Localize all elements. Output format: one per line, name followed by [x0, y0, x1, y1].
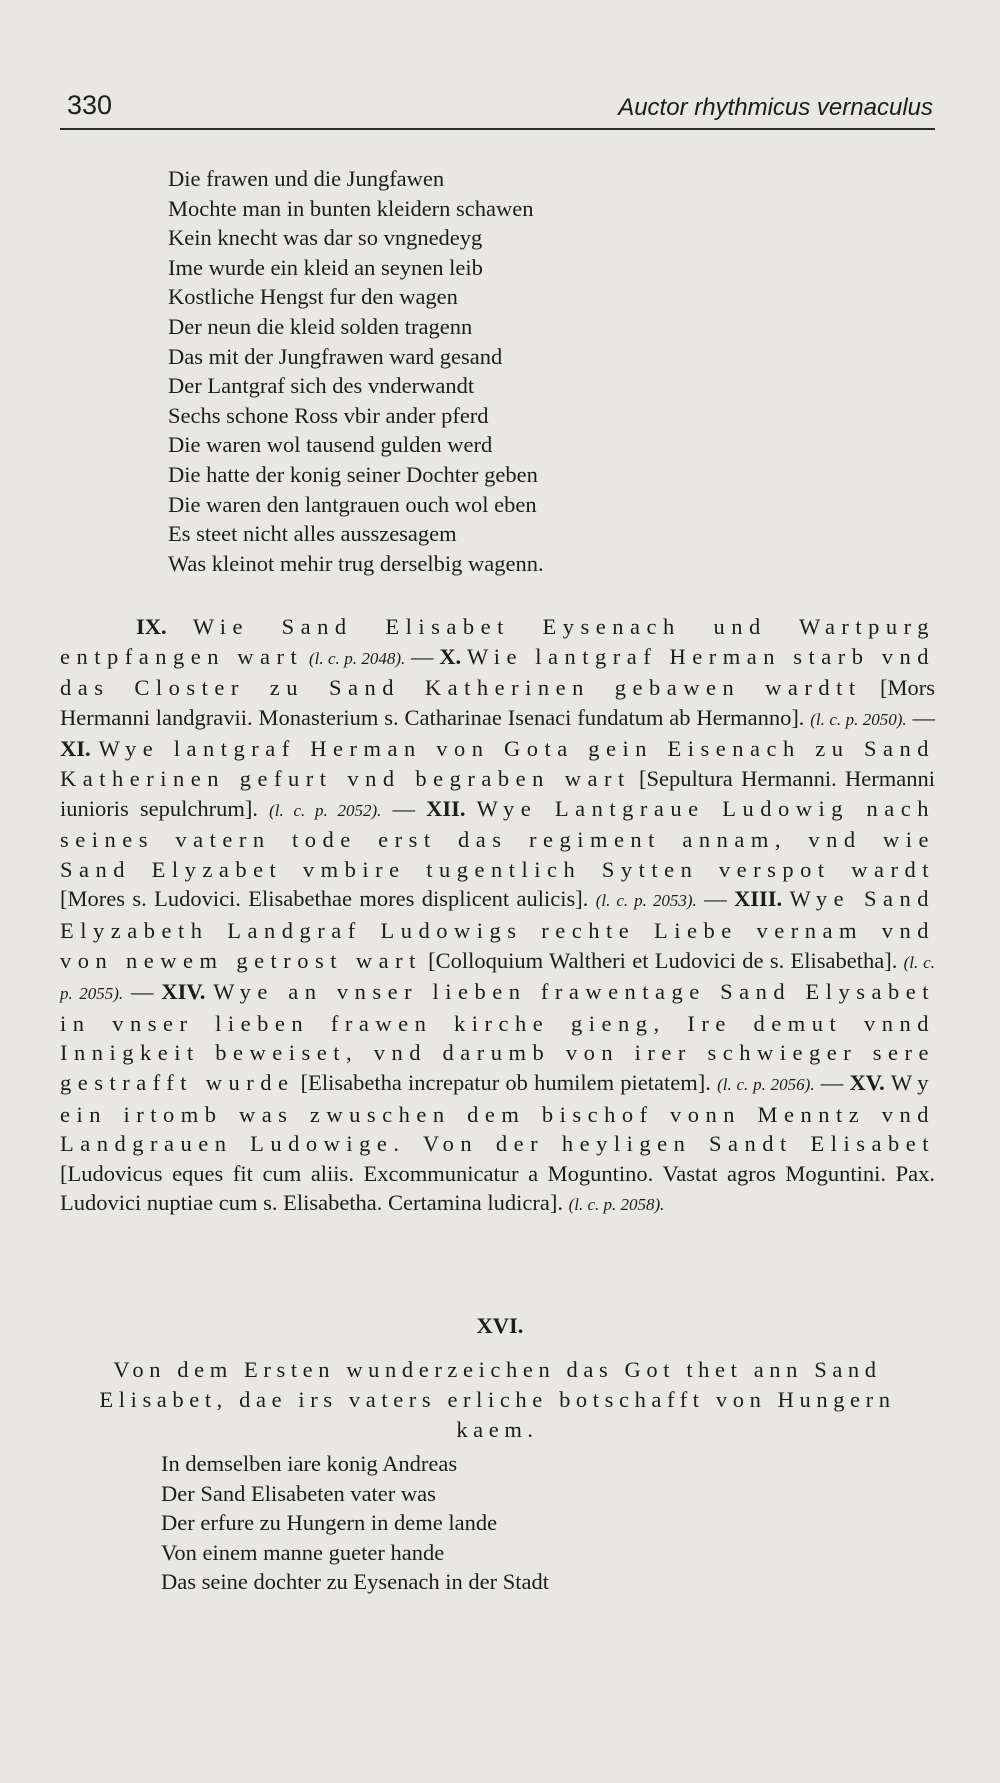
- verse-line: Kein knecht was dar so vngnedeyg: [168, 225, 483, 251]
- chapter-number: XV.: [849, 1069, 885, 1095]
- verse-line: Was kleinot mehir trug derselbig wagenn.: [168, 550, 544, 576]
- chapter-number: XIV.: [161, 979, 206, 1005]
- chapter-latin-summary: [Colloquium Waltheri et Ludovici de s. Elisabetha].: [428, 947, 898, 973]
- verse-line: Der erfure zu Hungern in deme lande: [161, 1510, 498, 1536]
- section-title: Von dem Ersten wunderzeichen das Got thet ann Sand Elisabet, dae irs vaters erliche botschafft von Hungern kaem.: [99, 1357, 896, 1442]
- chapter-latin-summary: [Mors Hermanni landgravii. Monasterium s. Catharinae Isenaci fundatum ab Hermanno].: [60, 675, 936, 730]
- chapter-reference: (l. c. p. 2058).: [568, 1195, 665, 1215]
- page-header: [60, 88, 935, 130]
- chapter-latin-summary: [Ludovicus eques fit cum aliis. Excommunicatur a Moguntino. Vastat agros Moguntini. Pax. Ludovici nuptiae cum s. Elisabetha. Certamina ludicra].: [60, 1160, 935, 1216]
- page-number: 330: [67, 90, 113, 120]
- verse-line: Es steet nicht alles ausszesagem: [168, 521, 457, 547]
- chapter-number: XII.: [426, 795, 466, 821]
- chapter-title: Wy ein irtomb was zwuschen dem bischof vonn Menntz vnd Landgrauen Ludowige. Von der heyligen Sandt Elisabet: [60, 1069, 936, 1157]
- chapter-title: Wye lantgraf Herman von Gota gein Eisenach zu Sand Katherinen gefurt vnd begraben wart: [60, 736, 935, 791]
- chapter-number: IX.: [136, 614, 167, 639]
- chapter-number: XI.: [60, 736, 91, 762]
- verse-line: Die frawen und die Jungfawen: [168, 166, 445, 191]
- chapter-title: Wye Sand Elyzabeth Landgraf Ludowigs rechte Liebe vernam vnd von newem getrost wart: [60, 886, 936, 973]
- verse-line: Das seine dochter zu Eysenach in der Stadt: [161, 1569, 549, 1595]
- chapter-number: XIII.: [734, 886, 783, 912]
- verse-line: Mochte man in bunten kleidern schawen: [168, 195, 534, 221]
- verse-line: Die hatte der konig seiner Dochter geben: [168, 461, 538, 487]
- verse-line: Die waren wol tausend gulden werd: [168, 432, 493, 458]
- chapter-latin-summary: [Sepultura Hermanni. Hermanni iunioris sepulchrum].: [60, 765, 936, 821]
- chapter-latin-summary: [Mores s. Ludovici. Elisabethae mores displicent aulicis].: [60, 886, 589, 912]
- chapter-reference: (l. c. p. 2048).: [308, 648, 406, 668]
- verse-line: Die waren den lantgrauen ouch wol eben: [168, 491, 537, 517]
- verse-line: Kostliche Hengst fur den wagen: [168, 284, 458, 310]
- verse-line: Ime wurde ein kleid an seynen leib: [168, 254, 483, 280]
- chapter-reference: (l. c. p. 2056).: [717, 1074, 815, 1094]
- chapter-latin-summary: [Elisabetha increpatur ob humilem pietatem].: [300, 1069, 711, 1095]
- section-number: XVI.: [476, 1313, 524, 1338]
- verse-line: Der Lantgraf sich des vnderwandt: [168, 373, 475, 399]
- chapter-summary-paragraph: IX. Wie Sand Elisabet Eysenach und Wartpurg entpfangen wart (l. c. p. 2048). — X. Wie lantgraf Herman starb vnd das Closter zu Sand Katherinen gebawen wardtt [Mors Hermanni landgravii. Monasterium s. Catharinae Isenaci fundatum ab Hermanno]. (l. c. p. 2050). — XI. Wye lantgraf Herman von Gota gein Eisenach zu Sand Katherinen gefurt vnd begraben wart [Sepultura Hermanni. Hermanni iunioris sepulchrum]. (l. c. p. 2052). — XII. Wye Lantgraue Ludowig nach seines vatern tode erst das regiment annam, vnd wie Sand Elyzabet vmbire tugentlich Sytten verspot wardt [Mores s. Ludovici. Elisabethae mores displicent aulicis]. (l. c. p. 2053). — XIII. Wye Sand Elyzabeth Landgraf Ludowigs rechte Liebe vernam vnd von newem getrost wart [Colloquium Waltheri et Ludovici de s. Elisabetha]. (l. c. p. 2055). — XIV. Wye an vnser lieben frawentage Sand Elysabet in vnser lieben frawen kirche gieng, Ire demut vnnd Innigkeit beweiset, vnd darumb von irer schwieger sere gestrafft wurde [Elisabetha increpatur ob humilem pietatem]. (l. c. p. 2056). — XV. Wy ein irtomb was zwuschen dem bischof vonn Menntz vnd Landgrauen Ludowige. Von der heyligen Sandt Elisabet [Ludovicus eques fit cum aliis. Excommunicatur a Moguntino. Vastat agros Moguntini. Pax. Ludovici nuptiae cum s. Elisabetha. Certamina ludicra]. (l. c. p. 2058).: [60, 614, 936, 1216]
- verse-line: In demselben iare konig Andreas: [161, 1451, 458, 1476]
- chapter-number: X.: [439, 643, 462, 669]
- chapter-title: Wye an vnser lieben frawentage Sand Elysabet in vnser lieben frawen kirche gieng, Ire demut vnnd Innigkeit beweiset, vnd darumb von irer schwieger sere gestrafft wurde: [60, 979, 935, 1095]
- verse-line: Sechs schone Ross vbir ander pferd: [168, 402, 489, 428]
- chapter-title: Wye Lantgraue Ludowig nach seines vatern tode erst das regiment annam, vnd wie Sand Elyzabet vmbire tugentlich Sytten verspot wardt: [60, 795, 936, 882]
- verse-line: Der neun die kleid solden tragenn: [168, 313, 473, 339]
- running-title: Auctor rhythmicus vernaculus: [618, 94, 933, 121]
- verse-line: Von einem manne gueter hande: [161, 1539, 445, 1565]
- verse-line: Das mit der Jungfrawen ward gesand: [168, 343, 503, 369]
- chapter-reference: (l. c. p. 2053).: [595, 891, 697, 911]
- chapter-reference: (l. c. p. 2055).: [60, 952, 935, 1004]
- chapter-reference: (l. c. p. 2052).: [269, 800, 382, 820]
- verse-block-bottom: [161, 1449, 921, 1597]
- verse-line: Der Sand Elisabeten vater was: [161, 1480, 436, 1506]
- verse-block-top: [168, 164, 928, 578]
- chapter-title: Wie lantgraf Herman starb vnd das Closter zu Sand Katherinen gebawen wardtt: [60, 643, 936, 701]
- chapter-reference: (l. c. p. 2050).: [810, 709, 907, 729]
- chapter-title: Wie Sand Elisabet Eysenach und Wartpurg entpfangen wart: [60, 614, 936, 669]
